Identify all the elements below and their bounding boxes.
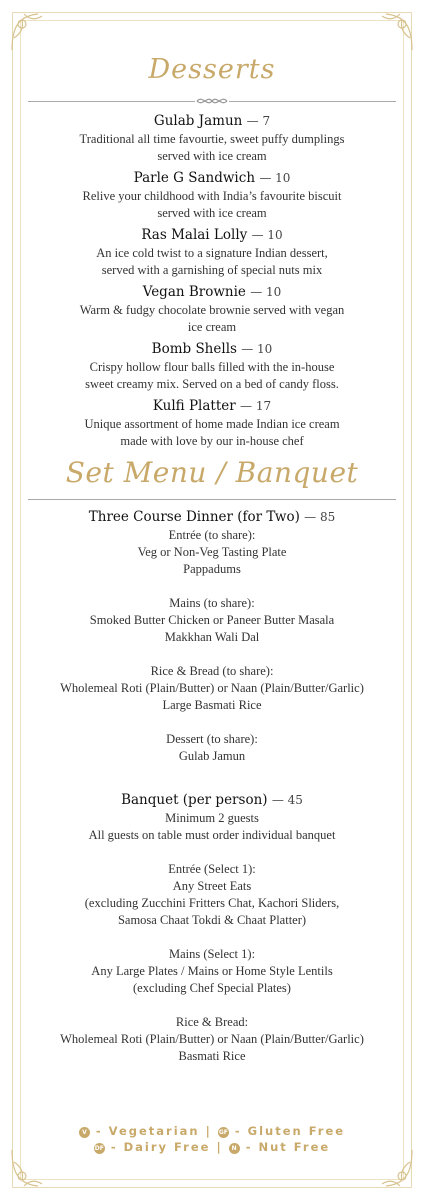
item-name: Bomb Shells xyxy=(151,341,237,357)
item-title xyxy=(28,508,396,527)
nut-free-icon: N xyxy=(229,1143,240,1154)
text-line: Rice & Bread (to share): xyxy=(150,664,274,678)
item-name: Gulab Jamun xyxy=(153,113,243,129)
banquet-rice-bread xyxy=(28,1014,396,1065)
legend-vegetarian: - Vegetarian xyxy=(95,1124,200,1138)
item-title xyxy=(28,169,396,188)
banquet-title: Set Menu / Banquet xyxy=(65,456,359,489)
item-name: Banquet (per person) xyxy=(121,792,268,808)
text-line: Wholemeal Roti (Plain/Butter) or Naan (Plain/Butter/Garlic) xyxy=(60,681,364,695)
dessert-list xyxy=(28,112,396,450)
legend-nut-free: - Nut Free xyxy=(245,1140,331,1154)
legend-separator: | xyxy=(205,1124,212,1138)
item-description: Relive your childhood with India’s favourite biscuit xyxy=(82,189,342,203)
dinner-dessert xyxy=(28,731,396,765)
legend-gluten-free: - Gluten Free xyxy=(234,1124,346,1138)
banquet-mains xyxy=(28,946,396,997)
item-description: made with love by our in-house chef xyxy=(120,434,304,448)
item-description: Traditional all time favourtie, sweet puffy dumplings xyxy=(79,132,345,146)
item-title xyxy=(28,112,396,131)
dessert-item xyxy=(28,283,396,336)
menu-content xyxy=(28,0,396,1065)
text-line: Wholemeal Roti (Plain/Butter) or Naan (Plain/Butter/Garlic) xyxy=(60,1032,364,1046)
item-title xyxy=(28,791,396,810)
text-line: Mains (to share): xyxy=(169,596,255,610)
banquet-entree xyxy=(28,861,396,929)
item-price: — 45 xyxy=(271,793,303,807)
dietary-legend xyxy=(0,1123,424,1155)
ornament-icon xyxy=(195,94,229,108)
three-course-dinner xyxy=(28,508,396,765)
text-line: Pappadums xyxy=(183,562,241,576)
text-line: Any Street Eats xyxy=(172,879,252,893)
item-title xyxy=(28,226,396,245)
text-line: Entrée (to share): xyxy=(168,528,256,542)
dessert-item xyxy=(28,397,396,450)
dinner-rice-bread xyxy=(28,663,396,714)
item-description: ice cream xyxy=(187,320,237,334)
item-price: — 17 xyxy=(240,399,272,413)
item-description: served with a garnishing of special nuts mix xyxy=(101,263,323,277)
text-line: Samosa Chaat Tokdi & Chaat Platter) xyxy=(117,913,307,927)
item-description: served with ice cream xyxy=(157,206,267,220)
dessert-item xyxy=(28,169,396,222)
item-description: Crispy hollow flour balls filled with the in-house xyxy=(89,360,335,374)
item-name: Kulfi Platter xyxy=(152,398,236,414)
vegetarian-icon: V xyxy=(79,1127,90,1138)
legend-row xyxy=(0,1123,424,1139)
dessert-item xyxy=(28,226,396,279)
item-price: — 7 xyxy=(246,114,271,128)
item-name: Vegan Brownie xyxy=(142,284,246,300)
text-line: Makkhan Wali Dal xyxy=(164,630,260,644)
text-line: (excluding Zucchini Fritters Chat, Kachori Sliders, xyxy=(84,896,340,910)
legend-separator: | xyxy=(216,1140,223,1154)
item-name: Ras Malai Lolly xyxy=(141,227,248,243)
banquet-per-person xyxy=(28,791,396,1065)
dairy-free-icon: DF xyxy=(94,1145,104,1152)
item-description: sweet creamy mix. Served on a bed of candy floss. xyxy=(85,377,339,391)
dessert-item xyxy=(28,112,396,165)
dessert-item xyxy=(28,340,396,393)
item-price: — 85 xyxy=(304,510,336,524)
text-line: Veg or Non-Veg Tasting Plate xyxy=(137,545,287,559)
text-line: Any Large Plates / Mains or Home Style Lentils xyxy=(91,964,333,978)
text-line: Basmati Rice xyxy=(178,1049,246,1063)
text-line: Minimum 2 guests xyxy=(165,811,259,825)
dinner-entree xyxy=(28,527,396,578)
legend-row xyxy=(0,1139,424,1155)
item-price: — 10 xyxy=(251,228,283,242)
legend-dairy-free: - Dairy Free xyxy=(110,1140,211,1154)
item-title xyxy=(28,340,396,359)
text-line: Rice & Bread: xyxy=(175,1015,249,1029)
text-line: All guests on table must order individual banquet xyxy=(88,828,336,842)
banquet-intro xyxy=(28,810,396,844)
dinner-mains xyxy=(28,595,396,646)
item-title xyxy=(28,283,396,302)
text-line: Entrée (Select 1): xyxy=(168,862,256,876)
item-description: An ice cold twist to a signature Indian dessert, xyxy=(96,246,328,260)
item-name: Three Course Dinner (for Two) xyxy=(88,509,300,525)
section-divider xyxy=(28,94,396,108)
item-price: — 10 xyxy=(259,171,291,185)
text-line: Smoked Butter Chicken or Paneer Butter Masala xyxy=(89,613,335,627)
desserts-title: Desserts xyxy=(148,54,276,85)
item-description: Unique assortment of home made Indian ice cream xyxy=(84,417,340,431)
item-title xyxy=(28,397,396,416)
item-description: Warm & fudgy chocolate brownie served with vegan xyxy=(79,303,345,317)
item-description: served with ice cream xyxy=(157,149,267,163)
text-line: Gulab Jamun xyxy=(178,749,246,763)
text-line: Mains (Select 1): xyxy=(168,947,256,961)
text-line: (excluding Chef Special Plates) xyxy=(133,981,291,995)
item-price: — 10 xyxy=(241,342,273,356)
item-price: — 10 xyxy=(250,285,282,299)
item-name: Parle G Sandwich xyxy=(133,170,256,186)
text-line: Large Basmati Rice xyxy=(162,698,262,712)
section-divider xyxy=(28,492,396,506)
text-line: Dessert (to share): xyxy=(166,732,258,746)
gluten-free-icon: GF xyxy=(218,1129,228,1136)
